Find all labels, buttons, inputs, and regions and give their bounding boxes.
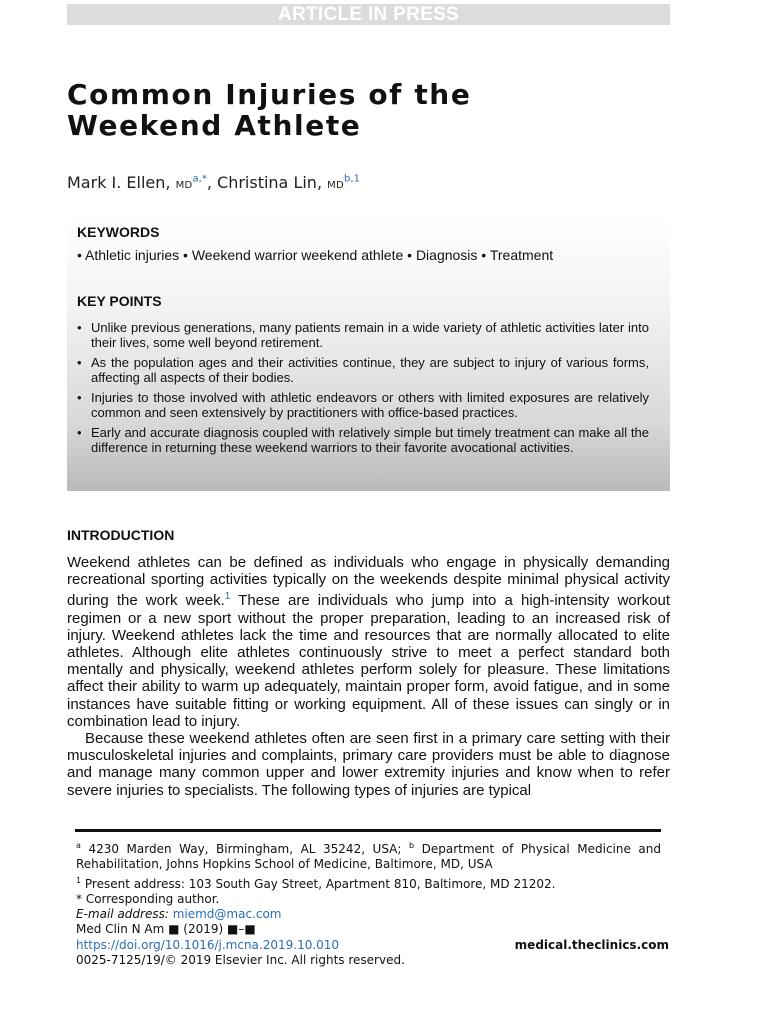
email-link[interactable]: miemd@mac.com <box>172 907 282 922</box>
article-in-press-banner: ARTICLE IN PRESS <box>67 4 670 25</box>
doi-link[interactable]: https://doi.org/10.1016/j.mcna.2019.10.010 <box>76 937 340 952</box>
intro-p1-text-a: Weekend athletes can be defined as individuals who engage in physically demanding recreational sporting activities typically on the weekends despite minimal physical activity during the work week. <box>67 554 670 610</box>
affiliation-a-text: 4230 Marden Way, Birmingham, AL 35242, USA; <box>80 842 409 856</box>
affiliations-footnote <box>76 838 661 873</box>
intro-paragraph-1 <box>67 554 670 730</box>
article-title <box>67 79 667 141</box>
key-point-item: • Early and accurate diagnosis coupled with relatively simple but timely treatment can make all the difference in returning these weekend warriors to their favorite avocational activities. <box>77 425 649 455</box>
footnote-1-marker: 1 <box>76 875 82 885</box>
title-line-2: Weekend Athlete <box>67 109 362 142</box>
introduction-body <box>67 554 670 799</box>
corresponding-author-note: * Corresponding author. <box>76 891 220 906</box>
journal-info <box>76 922 405 969</box>
email-label: E-mail address: <box>76 907 173 922</box>
keywords-list: • Athletic injuries • Weekend warrior weekend athlete • Diagnosis • Treatment <box>77 247 554 263</box>
journal-website[interactable]: medical.theclinics.com <box>514 938 669 952</box>
keywords-heading: KEYWORDS <box>77 224 160 240</box>
key-points-list <box>77 320 649 460</box>
journal-citation: Med Clin N Am ■ (2019) ■–■ <box>76 922 256 936</box>
intro-p1-text-b: These are individuals who jump into a high-intensity workout regimen or a new sport without the proper preparation, leading to an increased risk of injury. Weekend athletes lack the time and resources that are normally allocated to elite athletes. Although elite athletes continuously strive to meet a perfect standard both mentally and physically, weekend athletes perform solely for pleasure. These limitations affect their ability to warm up adequately, maintain proper form, avoid fatigue, and in some instances have suitable fitting or working equipment. All of these issues can singly or in combination lead to injury. <box>67 592 671 730</box>
email-footnote <box>76 907 661 922</box>
key-points-heading: KEY POINTS <box>77 293 162 309</box>
intro-paragraph-2: Because these weekend athletes often are seen first in a primary care setting with their musculoskeletal injuries and complaints, primary care providers must be able to diagnose and manage many common upper and lower extremity injuries and know when to refer severe injuries to specialists. The following types of injuries are typical <box>67 730 670 799</box>
footnote-divider <box>75 829 661 832</box>
author-2-degree: MD <box>327 180 345 191</box>
author-1-name: Mark I. Ellen, <box>67 173 176 192</box>
key-point-item: • Unlike previous generations, many patients remain in a wide variety of athletic activities later into their lives, some well beyond retirement. <box>77 320 649 350</box>
author-2-affiliation-link[interactable]: b,1 <box>344 173 360 185</box>
author-2-name: Christina Lin, <box>217 173 328 192</box>
present-address-footnote <box>76 873 661 892</box>
author-1-affiliation-link[interactable]: a,* <box>192 173 207 185</box>
key-point-item: • Injuries to those involved with athletic endeavors or others with limited exposures are relatively common and seen extensively by practitioners with office-based practices. <box>77 390 649 420</box>
footnotes <box>76 838 661 922</box>
title-line-1: Common Injuries of the <box>67 78 472 111</box>
affiliation-a-marker: a <box>76 841 81 850</box>
affiliation-b-marker: b <box>409 841 415 850</box>
copyright-line: 0025-7125/19/© 2019 Elsevier Inc. All rights reserved. <box>76 953 405 967</box>
present-address-text: Present address: 103 South Gay Street, Apartment 810, Baltimore, MD 21202. <box>81 876 556 891</box>
affiliation-b-text: Department of Physical Medicine and Rehabilitation, Johns Hopkins School of Medicine, Baltimore, MD, USA <box>76 842 661 872</box>
key-point-item: • As the population ages and their activities continue, they are subject to injury of various forms, affecting all aspects of their bodies. <box>77 355 649 385</box>
author-1-degree: MD <box>175 180 193 191</box>
reference-link-1[interactable]: 1 <box>224 591 231 603</box>
introduction-heading: INTRODUCTION <box>67 527 175 543</box>
author-separator: , <box>206 173 218 192</box>
author-list <box>67 173 360 192</box>
